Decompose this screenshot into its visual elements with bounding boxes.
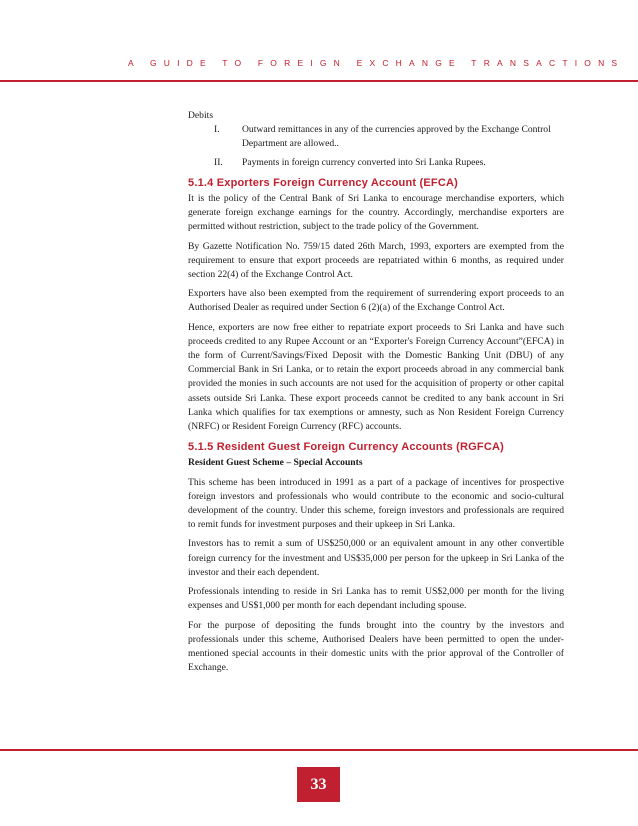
paragraph: This scheme has been introduced in 1991 as a part of a package of incentives for prospective foreign investors and professionals who would contribute to the economic and socio-cultural development of the country. Under this scheme, foreign investors and professionals are required to remit funds for investment purposes and their upkeep in Sri Lanka. xyxy=(188,476,564,531)
header-rule xyxy=(0,80,638,82)
debit-item-text: Payments in foreign currency converted into Sri Lanka Rupees. xyxy=(242,156,486,168)
section-heading-efca: 5.1.4 Exporters Foreign Currency Account (EFCA) xyxy=(188,176,458,189)
page-content xyxy=(188,109,564,680)
page-number-badge xyxy=(297,767,340,802)
debit-item xyxy=(188,123,564,151)
sub-heading: Resident Guest Scheme – Special Accounts xyxy=(188,457,363,469)
debit-item-number: I. xyxy=(214,124,220,136)
section-heading-rgfca: 5.1.5 Resident Guest Foreign Currency Accounts (RGFCA) xyxy=(188,441,505,454)
footer-rule xyxy=(0,749,638,751)
debit-item-number: II. xyxy=(214,156,223,168)
paragraph: By Gazette Notification No. 759/15 dated 26th March, 1993, exporters are exempted from the requirement to ensure that export proceeds are repatriated within 6 months, as required under section 22(4) of the Exchange Control Act. xyxy=(188,240,564,281)
debits-title: Debits xyxy=(188,110,214,121)
page-number: 33 xyxy=(310,775,327,793)
paragraph: Professionals intending to reside in Sri Lanka has to remit US$2,000 per month for the living expenses and US$1,000 per month for each dependant including spouse. xyxy=(188,586,564,612)
debit-item xyxy=(188,156,564,170)
paragraph: Investors has to remit a sum of US$250,000 or an equivalent amount in any other convertible foreign currency for the investment and US$35,000 per person for the upkeep in Sri Lanka of the investor and their each dependent. xyxy=(188,538,564,578)
paragraph: For the purpose of depositing the funds brought into the country by the investors and professionals under this scheme, Authorised Dealers have been permitted to open the under-mentioned special accounts in their domestic units with the prior approval of the Controller of Exchange. xyxy=(188,619,564,674)
paragraph: It is the policy of the Central Bank of Sri Lanka to encourage merchandise exporters, which generate foreign exchange earnings for the country. Accordingly, merchandise exporters are permitted without restriction, subject to the trade policy of the Government. xyxy=(188,193,564,233)
debit-item-text: Outward remittances in any of the currencies approved by the Exchange Control Department are allowed.. xyxy=(242,124,551,150)
paragraph: Hence, exporters are now free either to repatriate export proceeds to Sri Lanka and have such proceeds credited to any Rupee Account or an “Exporter's Foreign Currency Account”(EFCA) in the form of Current/Savings/Fixed Deposit with the Domestic Banking Unit (DBU) of any Commercial Bank in Sri Lanka, or to retain the export proceeds abroad in any commercial bank provided the monies in such accounts are not used for the acquisition of property or other capital assets outside Sri Lanka. These export proceeds cannot be credited to any bank account in Sri Lanka which qualifies for tax exemptions or amnesty, such as Non Resident Foreign Currency (NRFC) or Resident Foreign Currency (RFC) accounts. xyxy=(188,321,564,433)
running-header: A GUIDE TO FOREIGN EXCHANGE TRANSACTIONS xyxy=(128,58,625,68)
paragraph: Exporters have also been exempted from the requirement of surrendering export proceeds to an Authorised Dealer as required under Section 6 (2)(a) of the Exchange Control Act. xyxy=(188,288,564,314)
